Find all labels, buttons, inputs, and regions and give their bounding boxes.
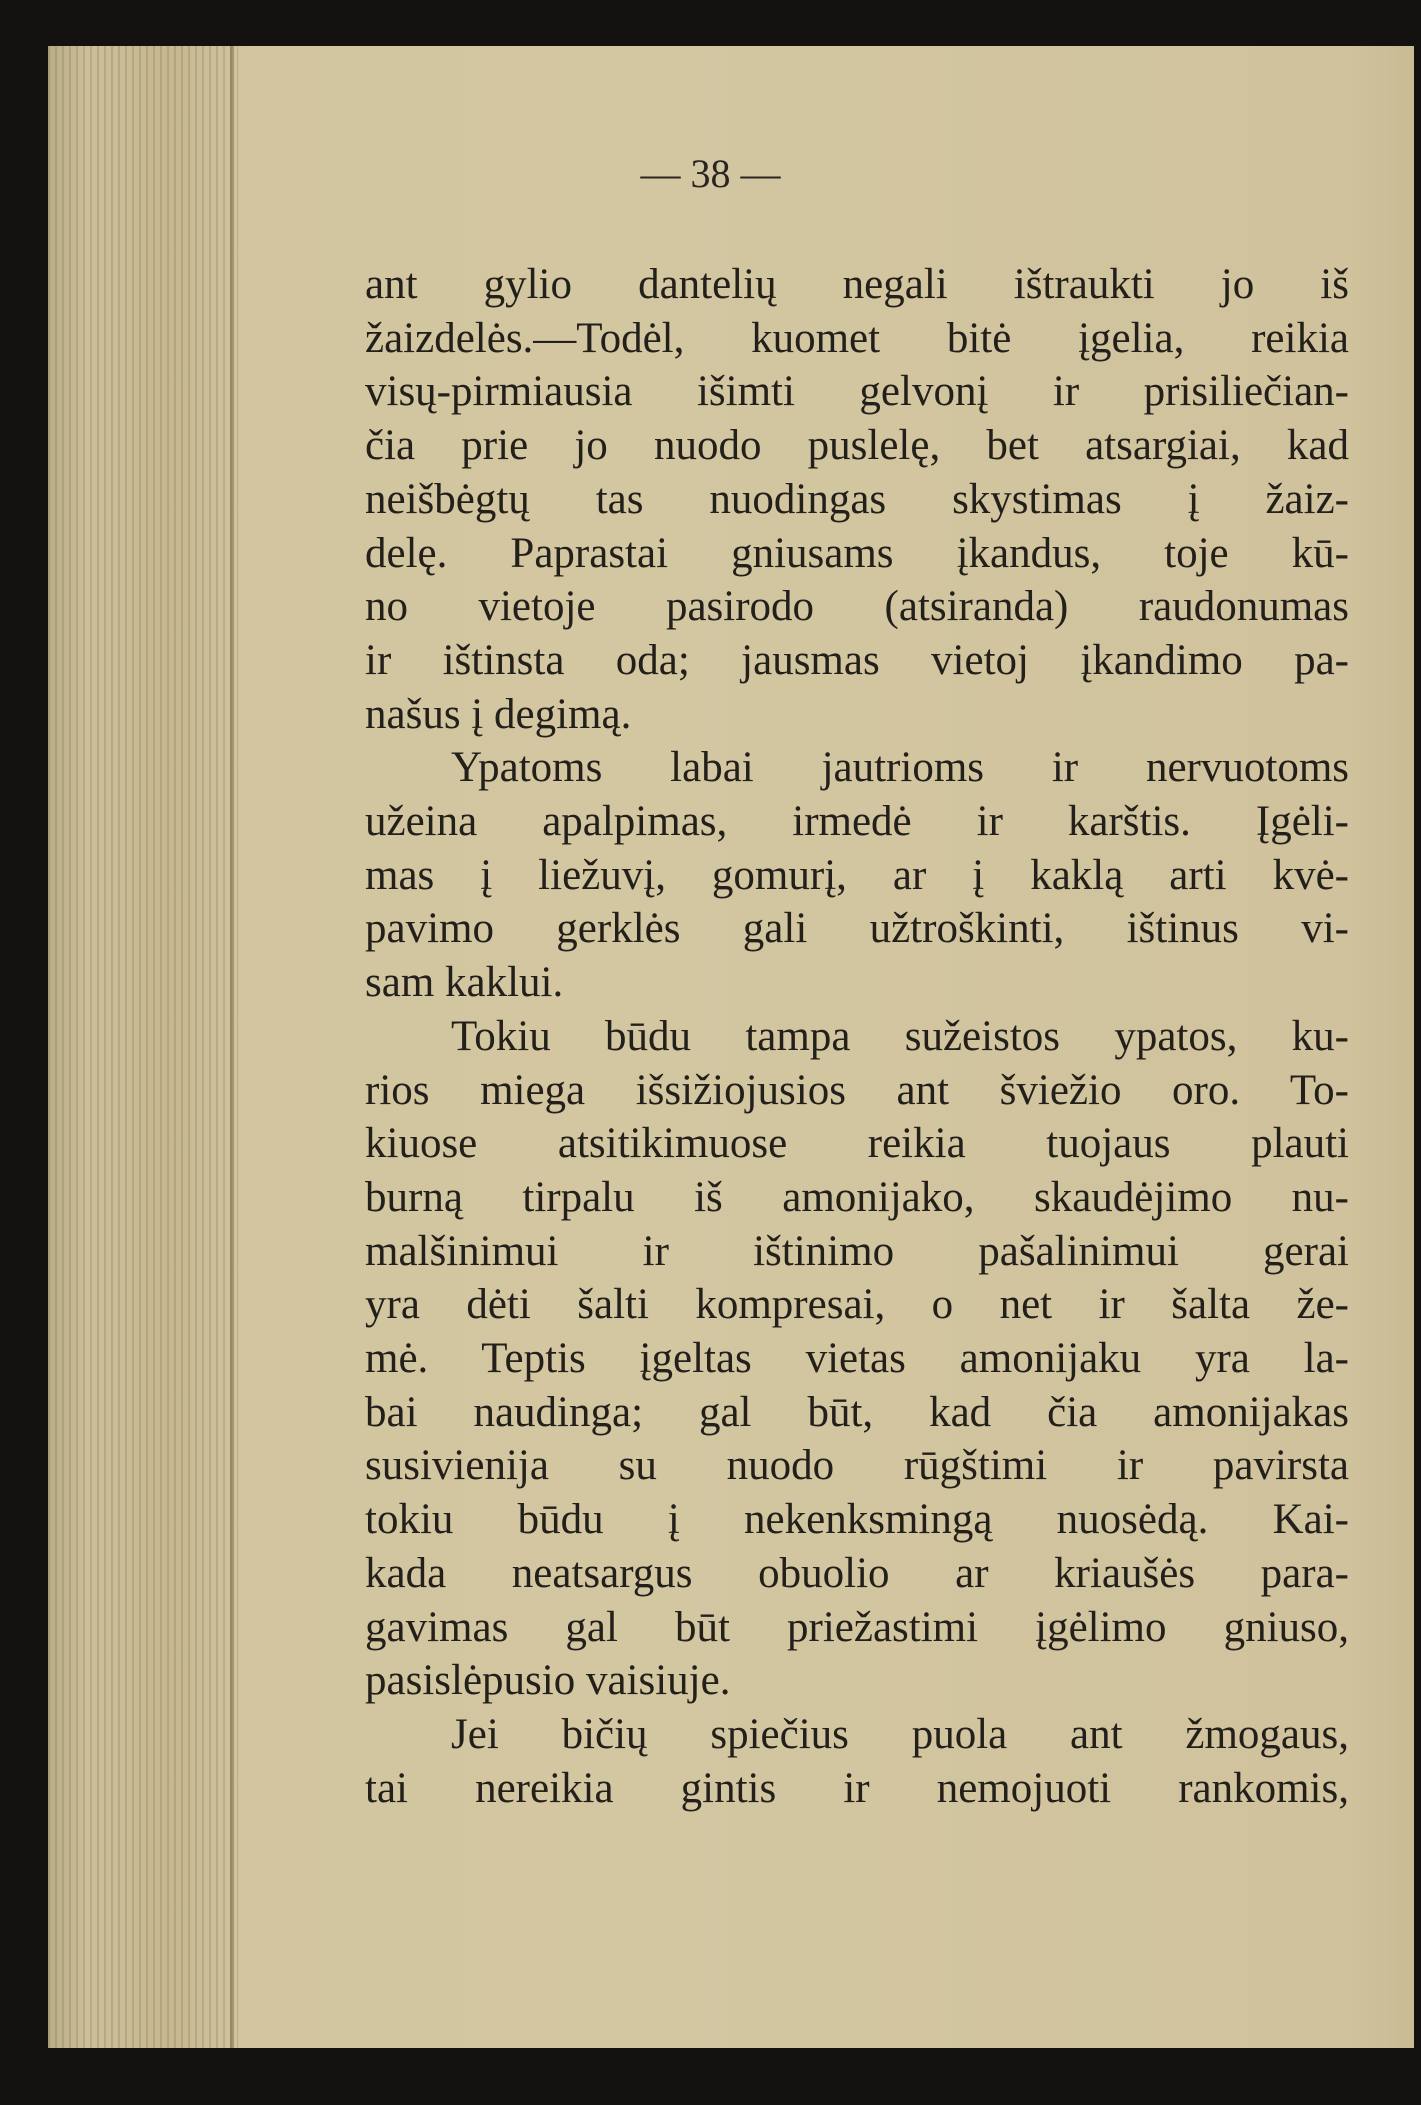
page-number: — 38 —: [640, 151, 781, 196]
text-line: burną tirpalu iš amonijako, skaudėjimo nu-: [365, 1173, 1349, 1221]
text-line: Tokiu būdu tampa sužeistos ypatos, ku-: [451, 1012, 1349, 1060]
text-line: rios miega išsižiojusios ant šviežio oro. To-: [365, 1066, 1349, 1114]
text-line: malšinimui ir ištinimo pašalinimui gerai: [365, 1227, 1349, 1275]
text-line: delę. Paprastai gniusams įkandus, toje kū-: [365, 529, 1349, 577]
text-line: ir ištinsta oda; jausmas vietoj įkandimo pa-: [365, 636, 1349, 684]
text-line: neišbėgtų tas nuodingas skystimas į žaiz-: [365, 475, 1349, 523]
text-line: sam kaklui.: [365, 959, 564, 1007]
page-stack-edge: [48, 46, 238, 2048]
text-line: pasislėpusio vaisiuje.: [365, 1657, 731, 1705]
text-line: žaizdelės.—Todėl, kuomet bitė įgelia, reikia: [365, 314, 1349, 362]
text-line: našus į degimą.: [365, 690, 632, 738]
text-line: tai nereikia gintis ir nemojuoti rankomis,: [365, 1764, 1349, 1812]
text-line: gavimas gal būt priežastimi įgėlimo gniuso,: [365, 1603, 1349, 1651]
text-line: yra dėti šalti kompresai, o net ir šalta že-: [365, 1281, 1349, 1329]
text-line: tokiu būdu į nekenksmingą nuosėdą. Kai-: [365, 1496, 1349, 1544]
text-line: kiuose atsitikimuose reikia tuojaus plauti: [365, 1120, 1349, 1168]
text-line: Ypatoms labai jautrioms ir nervuotoms: [451, 744, 1349, 792]
text-line: pavimo gerklės gali užtroškinti, ištinus vi-: [365, 905, 1349, 953]
text-line: mė. Teptis įgeltas vietas amonijaku yra la-: [365, 1335, 1349, 1383]
text-line: no vietoje pasirodo (atsiranda) raudonumas: [365, 583, 1349, 631]
text-line: bai naudinga; gal būt, kad čia amonijakas: [365, 1388, 1349, 1436]
text-line: ant gylio dantelių negali ištraukti jo iš: [365, 261, 1349, 308]
text-line: mas į liežuvį, gomurį, ar į kaklą arti kvė-: [365, 851, 1349, 899]
page-gutter-line: [230, 46, 234, 2048]
text-line: Jei bičių spiečius puola ant žmogaus,: [451, 1710, 1349, 1758]
text-line: visų-pirmiausia išimti gelvonį ir prisiliečian-: [365, 368, 1349, 416]
page-text: [365, 258, 1349, 1815]
text-line: kada neatsargus obuolio ar kriaušės para-: [365, 1549, 1349, 1597]
text-line: čia prie jo nuodo puslelę, bet atsargiai, kad: [365, 422, 1349, 470]
text-line: užeina apalpimas, irmedė ir karštis. Įgėli-: [365, 798, 1349, 846]
text-line: susivienija su nuodo rūgštimi ir pavirsta: [365, 1442, 1349, 1490]
